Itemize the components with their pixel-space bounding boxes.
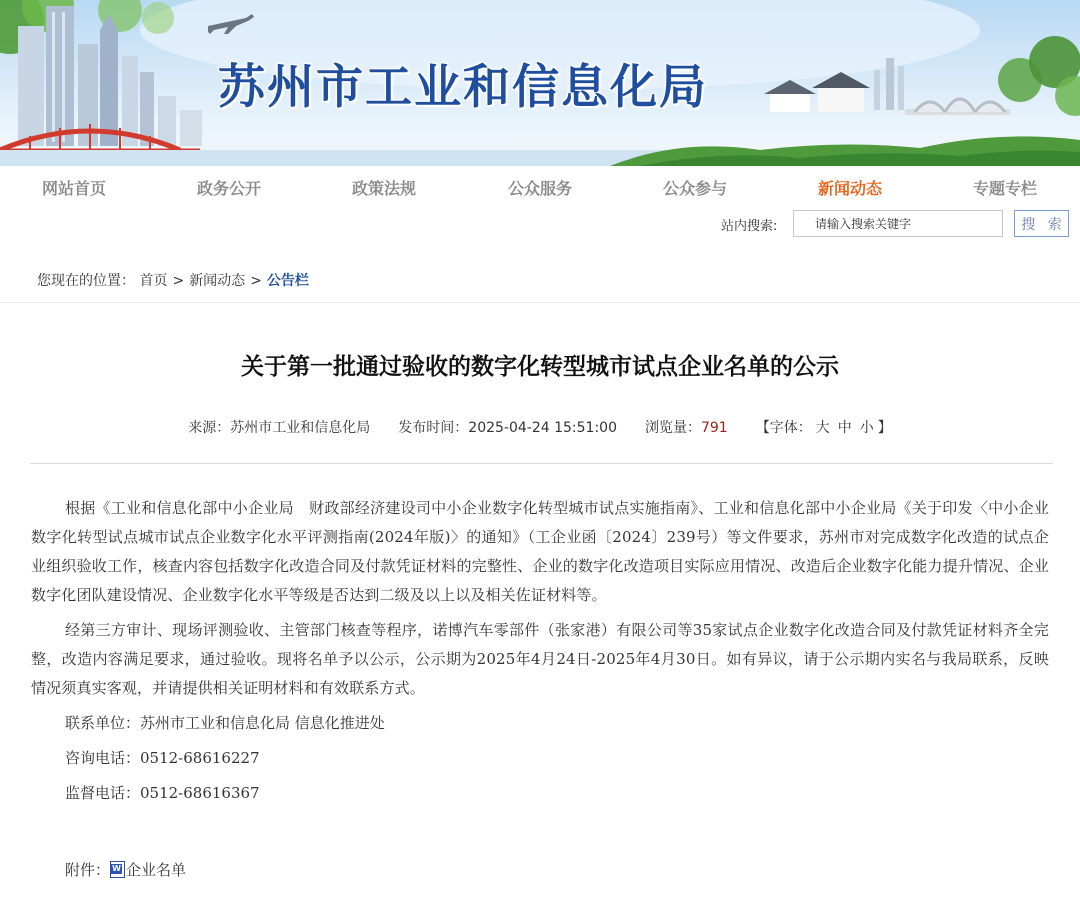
- word-doc-icon: [110, 861, 125, 878]
- meta-divider: [30, 463, 1053, 464]
- publish-date-label: 发布时间：: [398, 420, 469, 436]
- nav-item-home[interactable]: 网站首页: [42, 179, 107, 198]
- body-paragraph: 经第三方审计、现场评测验收、主管部门核查等程序，诺博汽车零部件（张家港）有限公司等35家试点企业数字化改造合同及付款凭证材料齐全完整，改造内容满足要求，通过验收。现将名单予以公示，公示期为2025年4月24日-2025年4月30日。如有异议，请于公示期内实名与我局联系，反映情况须真实客观，并请提供相关证明材料和有效联系方式。: [31, 621, 1049, 697]
- search-label: 站内搜索:: [721, 219, 778, 234]
- breadcrumb-separator: >: [172, 273, 185, 289]
- nav-item-policies[interactable]: 政策法规: [352, 179, 417, 198]
- attachment-link[interactable]: 企业名单: [126, 861, 187, 879]
- source-value: 苏州市工业和信息化局: [230, 420, 371, 436]
- search-button[interactable]: 搜 索: [1014, 210, 1069, 237]
- site-title: 苏州市工业和信息化局: [218, 60, 708, 115]
- font-size-small-button[interactable]: 小: [859, 420, 874, 436]
- article-title: 关于第一批通过验收的数字化转型城市试点企业名单的公示: [241, 354, 839, 380]
- contact-unit: 联系单位：苏州市工业和信息化局 信息化推进处: [65, 714, 385, 732]
- nav-item-news[interactable]: 新闻动态: [818, 179, 883, 198]
- source-label: 来源：: [188, 420, 231, 436]
- site-banner: [0, 0, 1080, 166]
- font-size-medium-button[interactable]: 中: [837, 420, 852, 436]
- nav-item-special-topics[interactable]: 专题专栏: [973, 179, 1038, 198]
- nav-item-public-participation[interactable]: 公众参与: [663, 179, 728, 198]
- breadcrumb-divider: [0, 302, 1080, 303]
- publish-date-value: 2025-04-24 15:51:00: [468, 420, 617, 436]
- views-count: 791: [700, 420, 728, 436]
- article-body: [31, 494, 1049, 808]
- nav-item-government-affairs[interactable]: 政务公开: [197, 179, 262, 198]
- font-size-large-button[interactable]: 大: [815, 420, 830, 436]
- attachment-label: 附件：: [65, 861, 111, 879]
- breadcrumb-home-link[interactable]: 首页: [139, 273, 168, 289]
- breadcrumb-prefix: 您现在的位置：: [37, 273, 135, 289]
- body-paragraph: 根据《工业和信息化部中小企业局 财政部经济建设司中小企业数字化转型城市试点实施指南》、工业和信息化部中小企业局《关于印发〈中小企业数字化转型试点城市试点企业数字化水平评测指南(2024年版)〉的通知》（工企业函〔2024〕239号）等文件要求，苏州市对完成数字化改造的试点企业组织验收工作，核查内容包括数字化改造合同及付款凭证材料的完整性、企业的数字化改造项目实际应用情况、改造后企业数字化能力提升情况、企业数字化团队建设情况、企业数字化水平等级是否达到二级及以上以及相关佐证材料等。: [31, 499, 1049, 604]
- breadcrumb: [37, 270, 309, 290]
- breadcrumb-news-link[interactable]: 新闻动态: [189, 273, 246, 289]
- inquiry-phone: 咨询电话：0512-68616227: [65, 749, 260, 767]
- main-nav: [0, 166, 1080, 206]
- article-meta: [0, 417, 1080, 437]
- supervision-phone: 监督电话：0512-68616367: [65, 784, 260, 802]
- attachment-row: [65, 859, 186, 880]
- views-label: 浏览量：: [644, 420, 701, 436]
- breadcrumb-separator: >: [250, 273, 262, 289]
- nav-item-public-services[interactable]: 公众服务: [508, 179, 573, 198]
- font-size-open: 【字体：: [755, 420, 812, 436]
- breadcrumb-current-link[interactable]: 公告栏: [266, 273, 309, 289]
- search-input[interactable]: [793, 210, 1003, 237]
- font-size-close: 】: [877, 420, 892, 436]
